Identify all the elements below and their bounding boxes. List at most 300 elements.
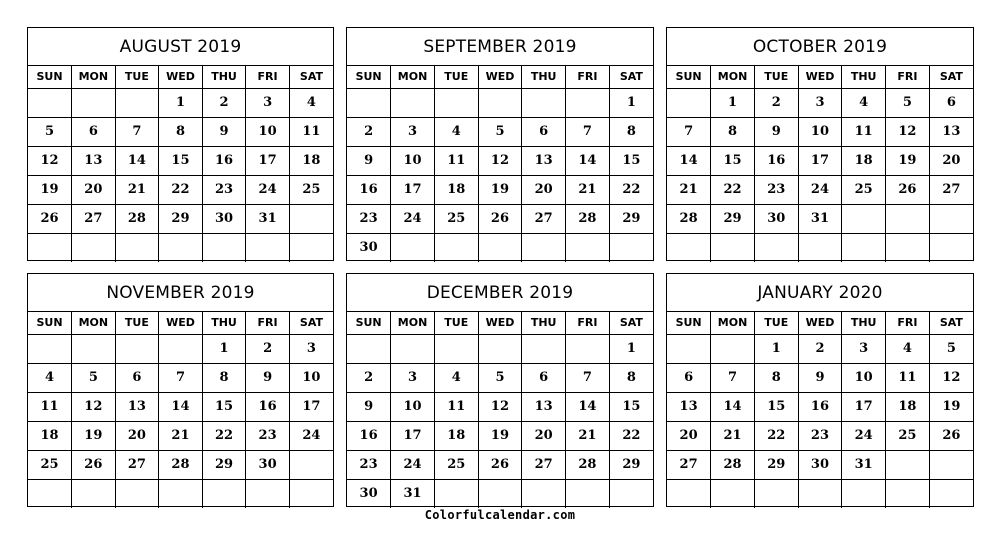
day-cell: 14 [566, 146, 610, 175]
day-cell: 5 [478, 117, 522, 146]
day-cell: 24 [391, 450, 435, 479]
day-cell: 21 [566, 175, 610, 204]
weekday-label-thu: THU [522, 66, 566, 88]
day-cell: 23 [202, 175, 246, 204]
empty-day-cell [929, 479, 973, 508]
day-cell: 15 [754, 392, 798, 421]
day-cell: 13 [929, 117, 973, 146]
day-cell: 9 [754, 117, 798, 146]
day-cell: 28 [667, 204, 711, 233]
day-cell: 19 [28, 175, 72, 204]
weekday-label-mon: MON [72, 312, 116, 334]
day-cell: 17 [246, 146, 290, 175]
day-cell: 6 [929, 88, 973, 117]
day-cell: 27 [929, 175, 973, 204]
week-row [347, 233, 653, 262]
day-cell: 12 [478, 392, 522, 421]
day-cell: 7 [566, 117, 610, 146]
day-cell: 18 [289, 146, 333, 175]
week-row [347, 421, 653, 450]
month-december-2019 [346, 273, 654, 507]
empty-day-cell [522, 88, 566, 117]
empty-day-cell [478, 233, 522, 262]
day-cell: 2 [754, 88, 798, 117]
day-cell: 7 [711, 363, 755, 392]
day-cell: 18 [842, 146, 886, 175]
day-cell: 30 [347, 233, 391, 262]
day-cell: 18 [886, 392, 930, 421]
empty-day-cell [28, 88, 72, 117]
month-title: NOVEMBER 2019 [28, 274, 333, 312]
week-row [28, 233, 333, 262]
day-cell: 18 [434, 421, 478, 450]
empty-day-cell [246, 233, 290, 262]
weekday-label-tue: TUE [434, 312, 478, 334]
day-cell: 21 [159, 421, 203, 450]
empty-day-cell [929, 233, 973, 262]
day-cell: 21 [711, 421, 755, 450]
month-grid [667, 66, 973, 262]
day-cell: 17 [391, 175, 435, 204]
weekday-label-fri: FRI [246, 66, 290, 88]
day-cell: 10 [842, 363, 886, 392]
empty-day-cell [115, 233, 159, 262]
day-cell: 28 [566, 450, 610, 479]
day-cell: 31 [842, 450, 886, 479]
day-cell: 23 [347, 450, 391, 479]
empty-day-cell [72, 88, 116, 117]
day-cell: 28 [566, 204, 610, 233]
day-cell: 16 [246, 392, 290, 421]
empty-day-cell [115, 88, 159, 117]
day-cell: 12 [72, 392, 116, 421]
week-row [667, 363, 973, 392]
empty-day-cell [667, 88, 711, 117]
day-cell: 1 [711, 88, 755, 117]
day-cell: 10 [391, 392, 435, 421]
week-row [347, 146, 653, 175]
weekday-label-fri: FRI [246, 312, 290, 334]
day-cell: 10 [798, 117, 842, 146]
empty-day-cell [929, 204, 973, 233]
empty-day-cell [289, 479, 333, 508]
day-cell: 11 [289, 117, 333, 146]
weekday-label-mon: MON [391, 66, 435, 88]
day-cell: 8 [202, 363, 246, 392]
day-cell: 27 [522, 204, 566, 233]
day-cell: 16 [754, 146, 798, 175]
weekday-header-row [347, 66, 653, 88]
day-cell: 3 [842, 334, 886, 363]
day-cell: 8 [609, 117, 653, 146]
day-cell: 13 [522, 392, 566, 421]
day-cell: 26 [72, 450, 116, 479]
day-cell: 9 [347, 392, 391, 421]
weekday-label-mon: MON [711, 66, 755, 88]
empty-day-cell [202, 233, 246, 262]
day-cell: 27 [115, 450, 159, 479]
empty-day-cell [159, 233, 203, 262]
day-cell: 6 [522, 363, 566, 392]
week-row [347, 334, 653, 363]
month-grid [347, 312, 653, 508]
day-cell: 26 [28, 204, 72, 233]
day-cell: 20 [667, 421, 711, 450]
day-cell: 16 [347, 175, 391, 204]
weekday-header-row [347, 312, 653, 334]
week-row [347, 479, 653, 508]
day-cell: 27 [667, 450, 711, 479]
weekday-label-wed: WED [798, 66, 842, 88]
weekday-label-fri: FRI [886, 312, 930, 334]
day-cell: 11 [886, 363, 930, 392]
empty-day-cell [566, 334, 610, 363]
month-grid [667, 312, 973, 508]
day-cell: 10 [246, 117, 290, 146]
day-cell: 5 [886, 88, 930, 117]
day-cell: 13 [522, 146, 566, 175]
empty-day-cell [566, 88, 610, 117]
empty-day-cell [289, 204, 333, 233]
empty-day-cell [711, 233, 755, 262]
day-cell: 14 [711, 392, 755, 421]
day-cell: 16 [347, 421, 391, 450]
day-cell: 24 [246, 175, 290, 204]
week-row [28, 421, 333, 450]
day-cell: 24 [798, 175, 842, 204]
weekday-label-sun: SUN [347, 312, 391, 334]
empty-day-cell [711, 334, 755, 363]
month-title: AUGUST 2019 [28, 28, 333, 66]
day-cell: 31 [798, 204, 842, 233]
day-cell: 3 [391, 363, 435, 392]
day-cell: 22 [609, 421, 653, 450]
day-cell: 5 [929, 334, 973, 363]
week-row [28, 334, 333, 363]
day-cell: 19 [929, 392, 973, 421]
day-cell: 2 [347, 363, 391, 392]
week-row [667, 233, 973, 262]
week-row [347, 88, 653, 117]
day-cell: 25 [842, 175, 886, 204]
day-cell: 9 [798, 363, 842, 392]
day-cell: 17 [798, 146, 842, 175]
day-cell: 22 [609, 175, 653, 204]
week-row [667, 479, 973, 508]
day-cell: 10 [391, 146, 435, 175]
week-row [28, 363, 333, 392]
day-cell: 25 [434, 450, 478, 479]
empty-day-cell [391, 334, 435, 363]
empty-day-cell [754, 479, 798, 508]
empty-day-cell [478, 479, 522, 508]
empty-day-cell [202, 479, 246, 508]
day-cell: 11 [434, 392, 478, 421]
day-cell: 30 [754, 204, 798, 233]
day-cell: 29 [754, 450, 798, 479]
weekday-label-sun: SUN [347, 66, 391, 88]
empty-day-cell [434, 233, 478, 262]
empty-day-cell [667, 233, 711, 262]
day-cell: 13 [72, 146, 116, 175]
weekday-label-sat: SAT [609, 66, 653, 88]
month-november-2019 [27, 273, 334, 507]
empty-day-cell [434, 479, 478, 508]
empty-day-cell [347, 334, 391, 363]
month-grid [347, 66, 653, 262]
day-cell: 1 [609, 334, 653, 363]
month-january-2020 [666, 273, 974, 507]
empty-day-cell [391, 88, 435, 117]
day-cell: 22 [202, 421, 246, 450]
empty-day-cell [434, 334, 478, 363]
day-cell: 4 [842, 88, 886, 117]
weekday-label-sun: SUN [667, 312, 711, 334]
month-september-2019 [346, 27, 654, 261]
week-row [667, 392, 973, 421]
day-cell: 15 [609, 146, 653, 175]
weekday-label-mon: MON [391, 312, 435, 334]
week-row [28, 450, 333, 479]
empty-day-cell [28, 233, 72, 262]
weekday-label-fri: FRI [566, 66, 610, 88]
week-row [667, 450, 973, 479]
day-cell: 4 [28, 363, 72, 392]
day-cell: 2 [246, 334, 290, 363]
day-cell: 26 [478, 204, 522, 233]
week-row [667, 421, 973, 450]
day-cell: 4 [289, 88, 333, 117]
weekday-label-thu: THU [842, 312, 886, 334]
day-cell: 31 [391, 479, 435, 508]
week-row [28, 146, 333, 175]
day-cell: 20 [522, 421, 566, 450]
day-cell: 29 [202, 450, 246, 479]
week-row [347, 363, 653, 392]
day-cell: 6 [72, 117, 116, 146]
day-cell: 12 [929, 363, 973, 392]
month-october-2019 [666, 27, 974, 261]
empty-day-cell [246, 479, 290, 508]
day-cell: 5 [478, 363, 522, 392]
day-cell: 20 [115, 421, 159, 450]
day-cell: 20 [522, 175, 566, 204]
weekday-label-sun: SUN [28, 66, 72, 88]
day-cell: 30 [347, 479, 391, 508]
day-cell: 17 [289, 392, 333, 421]
day-cell: 22 [754, 421, 798, 450]
weekday-label-thu: THU [522, 312, 566, 334]
day-cell: 23 [246, 421, 290, 450]
weekday-label-sat: SAT [929, 66, 973, 88]
day-cell: 19 [886, 146, 930, 175]
day-cell: 12 [478, 146, 522, 175]
day-cell: 2 [347, 117, 391, 146]
weekday-label-wed: WED [478, 312, 522, 334]
day-cell: 23 [347, 204, 391, 233]
day-cell: 29 [711, 204, 755, 233]
empty-day-cell [566, 233, 610, 262]
month-title: SEPTEMBER 2019 [347, 28, 653, 66]
day-cell: 23 [798, 421, 842, 450]
week-row [28, 175, 333, 204]
month-title: JANUARY 2020 [667, 274, 973, 312]
empty-day-cell [28, 479, 72, 508]
day-cell: 14 [115, 146, 159, 175]
weekday-header-row [28, 312, 333, 334]
month-title: OCTOBER 2019 [667, 28, 973, 66]
week-row [347, 175, 653, 204]
empty-day-cell [289, 233, 333, 262]
week-row [667, 88, 973, 117]
day-cell: 6 [522, 117, 566, 146]
empty-day-cell [115, 479, 159, 508]
empty-day-cell [72, 479, 116, 508]
day-cell: 19 [478, 421, 522, 450]
footer-site-credit: Colorfulcalendar.com [424, 508, 576, 522]
day-cell: 28 [115, 204, 159, 233]
month-august-2019 [27, 27, 334, 261]
day-cell: 24 [289, 421, 333, 450]
day-cell: 11 [434, 146, 478, 175]
weekday-label-wed: WED [798, 312, 842, 334]
empty-day-cell [72, 334, 116, 363]
empty-day-cell [754, 233, 798, 262]
day-cell: 9 [347, 146, 391, 175]
day-cell: 14 [159, 392, 203, 421]
day-cell: 8 [754, 363, 798, 392]
empty-day-cell [478, 88, 522, 117]
day-cell: 9 [246, 363, 290, 392]
empty-day-cell [159, 479, 203, 508]
day-cell: 9 [202, 117, 246, 146]
day-cell: 1 [754, 334, 798, 363]
weekday-label-mon: MON [711, 312, 755, 334]
empty-day-cell [886, 450, 930, 479]
week-row [28, 392, 333, 421]
day-cell: 22 [159, 175, 203, 204]
empty-day-cell [478, 334, 522, 363]
empty-day-cell [289, 450, 333, 479]
week-row [347, 204, 653, 233]
week-row [28, 117, 333, 146]
day-cell: 15 [202, 392, 246, 421]
day-cell: 6 [667, 363, 711, 392]
day-cell: 16 [202, 146, 246, 175]
week-row [28, 204, 333, 233]
weekday-label-sat: SAT [609, 312, 653, 334]
empty-day-cell [434, 88, 478, 117]
weekday-label-thu: THU [202, 312, 246, 334]
week-row [28, 88, 333, 117]
day-cell: 29 [609, 450, 653, 479]
day-cell: 1 [202, 334, 246, 363]
day-cell: 25 [434, 204, 478, 233]
empty-day-cell [798, 233, 842, 262]
weekday-label-tue: TUE [754, 66, 798, 88]
empty-day-cell [842, 204, 886, 233]
day-cell: 8 [711, 117, 755, 146]
day-cell: 1 [609, 88, 653, 117]
empty-day-cell [72, 233, 116, 262]
day-cell: 18 [28, 421, 72, 450]
day-cell: 25 [886, 421, 930, 450]
day-cell: 20 [72, 175, 116, 204]
weekday-label-tue: TUE [434, 66, 478, 88]
week-row [28, 479, 333, 508]
day-cell: 26 [886, 175, 930, 204]
day-cell: 11 [842, 117, 886, 146]
empty-day-cell [566, 479, 610, 508]
day-cell: 25 [28, 450, 72, 479]
weekday-header-row [28, 66, 333, 88]
day-cell: 21 [566, 421, 610, 450]
weekday-label-sat: SAT [929, 312, 973, 334]
empty-day-cell [391, 233, 435, 262]
weekday-label-fri: FRI [886, 66, 930, 88]
day-cell: 12 [886, 117, 930, 146]
day-cell: 3 [798, 88, 842, 117]
week-row [347, 450, 653, 479]
empty-day-cell [842, 233, 886, 262]
weekday-label-sat: SAT [289, 66, 333, 88]
day-cell: 7 [115, 117, 159, 146]
day-cell: 5 [28, 117, 72, 146]
day-cell: 5 [72, 363, 116, 392]
day-cell: 20 [929, 146, 973, 175]
empty-day-cell [347, 88, 391, 117]
day-cell: 4 [434, 363, 478, 392]
weekday-label-wed: WED [159, 312, 203, 334]
day-cell: 10 [289, 363, 333, 392]
month-title: DECEMBER 2019 [347, 274, 653, 312]
empty-day-cell [522, 334, 566, 363]
empty-day-cell [886, 204, 930, 233]
day-cell: 29 [609, 204, 653, 233]
day-cell: 30 [246, 450, 290, 479]
empty-day-cell [886, 233, 930, 262]
day-cell: 23 [754, 175, 798, 204]
day-cell: 8 [609, 363, 653, 392]
weekday-label-mon: MON [72, 66, 116, 88]
week-row [667, 117, 973, 146]
day-cell: 28 [711, 450, 755, 479]
weekday-label-wed: WED [478, 66, 522, 88]
empty-day-cell [609, 233, 653, 262]
empty-day-cell [667, 479, 711, 508]
empty-day-cell [886, 479, 930, 508]
weekday-label-thu: THU [842, 66, 886, 88]
day-cell: 4 [434, 117, 478, 146]
day-cell: 15 [159, 146, 203, 175]
day-cell: 15 [711, 146, 755, 175]
day-cell: 2 [798, 334, 842, 363]
day-cell: 26 [929, 421, 973, 450]
weekday-label-sun: SUN [28, 312, 72, 334]
day-cell: 7 [566, 363, 610, 392]
empty-day-cell [522, 233, 566, 262]
weekday-label-tue: TUE [115, 66, 159, 88]
day-cell: 22 [711, 175, 755, 204]
day-cell: 14 [667, 146, 711, 175]
weekday-label-sat: SAT [289, 312, 333, 334]
day-cell: 18 [434, 175, 478, 204]
day-cell: 3 [289, 334, 333, 363]
day-cell: 15 [609, 392, 653, 421]
day-cell: 3 [246, 88, 290, 117]
weekday-label-sun: SUN [667, 66, 711, 88]
weekday-header-row [667, 66, 973, 88]
